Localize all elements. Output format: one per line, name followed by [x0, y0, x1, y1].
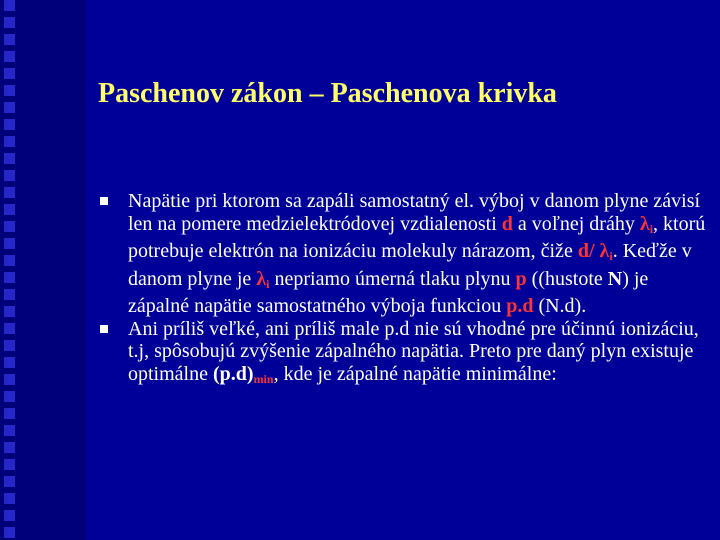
bullet-text: Napätie pri ktorom sa zapáli samostatný el. výboj v danom plyne závisí len na pomere medzielektródovej vzdialenosti d a voľnej dráhy $\lambda_i$, ktorú potrebuje elektrón na ionizáciu molekuly nárazom, čiže d/ $\lambda_i$. Keďže v danom plyne je $\lambda_i$ nepriamo úmerná tlaku plynu p ((hustote N) je zápalné napätie samostatného výboja funkciou p.d (N.d).	[128, 190, 706, 317]
ratio-d-lambda: d/	[577, 240, 600, 262]
bullet-text: Ani príliš veľké, ani príliš male p.d nie sú vhodné pre účinnú ionizáciu, t.j, spôsobujú zvýšenie zápalného napätia. Preto pre daný plyn existuje optimálne $(p.d)_{min}$, kde je zápalné napätie minimálne:	[128, 317, 699, 386]
symbol-N: N	[607, 267, 623, 290]
bullet-list	[98, 190, 708, 390]
bullet-item	[98, 190, 708, 318]
symbol-pd: p.d	[506, 295, 534, 317]
symbol-d: d	[501, 212, 513, 235]
decorative-square-strip	[4, 0, 18, 540]
bullet-square-icon	[100, 197, 108, 205]
symbol-pd-min: (p.d)	[212, 362, 254, 385]
symbol-p: p	[515, 267, 527, 290]
bullet-item	[98, 318, 708, 391]
symbol-lambda-2: λ	[256, 267, 267, 290]
bullet-square-icon	[100, 325, 108, 333]
symbol-lambda: λ	[639, 212, 650, 235]
slide-title: Paschenov zákon – Paschenova krivka	[98, 78, 557, 109]
